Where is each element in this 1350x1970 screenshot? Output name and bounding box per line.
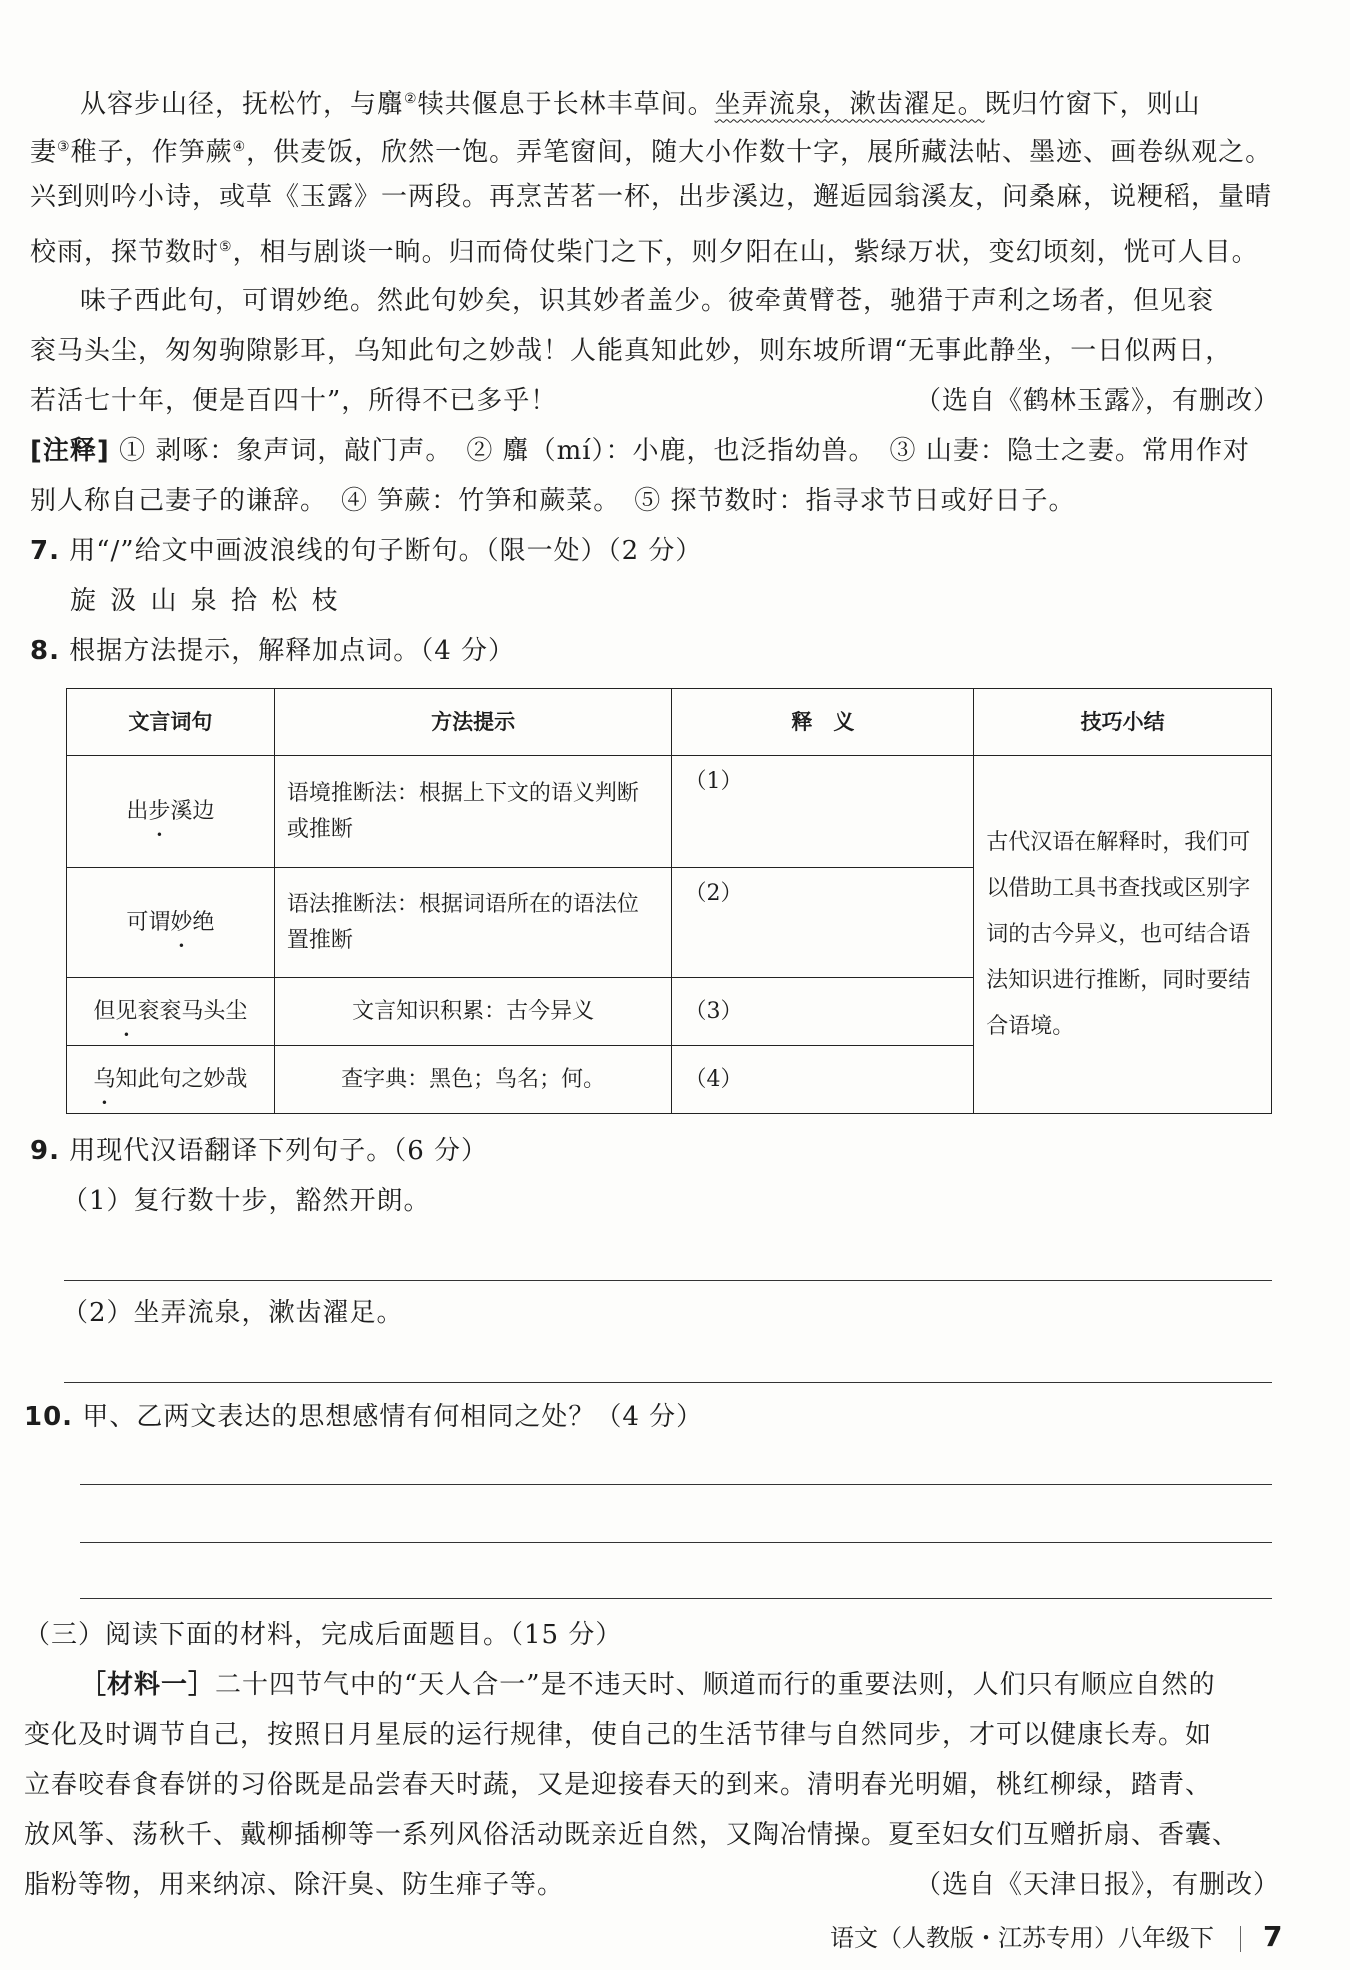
phrase-cell: [67, 868, 275, 978]
question-number: 9.: [30, 1136, 60, 1166]
answer-cell[interactable]: （4）: [672, 1046, 974, 1114]
table-header: 方法提示: [274, 689, 672, 756]
question-8: [30, 634, 515, 668]
text: 衮衮马头尘: [137, 998, 248, 1024]
material-1-line: 变化及时调节自己，按照日月星辰的运行规律，使自己的生活节律与自然同步，才可以健康长寿。如: [24, 1720, 1213, 1750]
text: ，相与剧谈一晌。归而倚仗柴门之下，则夕阳在山，紫绿万状，变幻顷刻，恍可人目。: [232, 237, 1259, 268]
phrase-cell: [67, 756, 275, 868]
passage-source: （选自《鹤林玉露》，有删改）: [914, 386, 1280, 416]
text: 二十四节气中的“天人合一”是不违天时、顺道而行的重要法则，人们只有顺应自然的: [215, 1670, 1216, 1700]
question-9: [30, 1134, 488, 1168]
question-text: 甲、乙两文表达的思想感情有何相同之处？（4 分）: [82, 1402, 704, 1432]
text: 知此句之妙哉: [115, 1066, 248, 1092]
phrase-cell: [67, 1046, 275, 1114]
text: 稚子，作笋蕨: [70, 137, 233, 168]
answer-line[interactable]: [64, 1280, 1272, 1281]
answer-cell[interactable]: （1）: [672, 756, 974, 868]
passage-line: [30, 130, 1272, 170]
footnote-mark: ⑤: [219, 239, 233, 255]
text: 可谓: [126, 909, 171, 935]
material-1-line: [80, 1668, 1216, 1702]
answer-line[interactable]: [64, 1382, 1272, 1383]
dotted-word: 见: [115, 998, 138, 1024]
material-1-source: （选自《天津日报》，有删改）: [914, 1870, 1280, 1900]
table-row: [67, 756, 1272, 868]
answer-line[interactable]: [80, 1542, 1272, 1543]
method-table: [66, 688, 1272, 1114]
notes-label: 注释: [42, 436, 97, 466]
text: 妻: [30, 137, 58, 168]
text: ，供麦饭，欣然一饱。弄笔窗间，随大小作数十字，展所藏法帖、墨迹、画卷纵观之。: [246, 137, 1273, 168]
text: 绝: [192, 909, 215, 935]
question-text: 用现代汉语翻译下列句子。（6 分）: [69, 1136, 489, 1166]
page-footer: [830, 1918, 1282, 1953]
material-1-line: 立春咬春食春饼的习俗既是品尝春天时蔬，又是迎接春天的到来。清明春光明媚，桃红柳绿，踏青、: [24, 1770, 1213, 1800]
passage-line: [30, 230, 1259, 270]
footnote-mark: ③: [57, 139, 71, 155]
summary-cell: 古代汉语在解释时，我们可以借助工具书查找或区别字词的古今异义，也可结合语法知识进行推断，同时要结合语境。: [974, 756, 1272, 1114]
table-header: 技巧小结: [974, 689, 1272, 756]
passage-line: [80, 82, 1201, 122]
hint-cell: 语境推断法：根据上下文的语义判断或推断: [274, 756, 672, 868]
notes-line: [30, 434, 1250, 468]
footnote-mark: ④: [232, 139, 247, 155]
hint-cell: 文言知识积累：古今异义: [274, 978, 672, 1046]
question-text: 根据方法提示，解释加点词。（4 分）: [69, 636, 516, 666]
text: 犊共偃息于长林丰草间。: [417, 89, 715, 120]
footer-divider: [1240, 1926, 1241, 1952]
material-1-line: 脂粉等物，用来纳凉、除汗臭、防生痱子等。: [24, 1870, 565, 1900]
question-number: 7.: [30, 536, 60, 566]
footnote-mark: ②: [404, 91, 418, 107]
section-3-title: （三）阅读下面的材料，完成后面题目。（15 分）: [24, 1620, 623, 1650]
passage-line: 兴到则吟小诗，或草《玉露》一两段。再烹苦茗一杯，出步溪边，邂逅园翁溪友，问桑麻，说粳稻，量晴: [30, 182, 1273, 212]
dotted-word: 步: [148, 798, 171, 824]
q9-sentence-1: （1）复行数十步，豁然开朗。: [62, 1186, 431, 1216]
page-number: 7: [1263, 1920, 1283, 1953]
dotted-word: 妙: [170, 909, 193, 935]
notes-label-bracket: [注释]: [30, 436, 110, 466]
material-1-line: 放风筝、荡秋千、戴柳插柳等一系列风俗活动既亲近自然，又陶冶情操。夏至妇女们互赠折扇、香囊、: [24, 1820, 1240, 1850]
hint-cell: 语法推断法：根据词语所在的语法位置推断: [274, 868, 672, 978]
q7-sentence: 旋 汲 山 泉 拾 松 枝: [70, 586, 341, 616]
answer-cell[interactable]: （3）: [672, 978, 974, 1046]
phrase-cell: [67, 978, 275, 1046]
footer-subject: 语文（人教版・江苏专用）八年级下: [830, 1924, 1214, 1952]
answer-line[interactable]: [80, 1484, 1272, 1485]
answer-line[interactable]: [80, 1598, 1272, 1599]
text: ① 剥啄：象声词，敲门声。 ② 麛（mí）：小鹿，也泛指幼兽。 ③ 山妻：隐士之妻。常用作对: [119, 436, 1250, 466]
question-number: 8.: [30, 636, 60, 666]
table-header: 释 义: [672, 689, 974, 756]
text: 溪边: [170, 798, 215, 824]
passage-line: 衮马头尘，匆匆驹隙影耳，乌知此句之妙哉！人能真知此妙，则东坡所谓“无事此静坐，一日似两日，: [30, 336, 1233, 366]
question-text: 用“/”给文中画波浪线的句子断句。（限一处）（2 分）: [69, 536, 703, 566]
text: 校雨，探节数时: [30, 237, 220, 268]
q9-sentence-2: （2）坐弄流泉，漱齿濯足。: [62, 1298, 404, 1328]
text: 从容步山径，抚松竹，与麛: [80, 89, 405, 120]
wavy-underlined-sentence: 坐弄流泉，漱齿濯足。: [714, 89, 985, 120]
question-10: [24, 1400, 703, 1434]
text: 但: [93, 998, 116, 1024]
text: 出: [126, 798, 149, 824]
hint-cell: 查字典：黑色；鸟名；何。: [274, 1046, 672, 1114]
question-7: [30, 534, 702, 568]
notes-line: 别人称自己妻子的谦辞。 ④ 笋蕨：竹笋和蕨菜。 ⑤ 探节数时：指寻求节日或好日子。: [30, 486, 1076, 516]
table-header-row: [67, 689, 1272, 756]
text: 既归竹窗下，则山: [984, 89, 1201, 120]
table-header: 文言词句: [67, 689, 275, 756]
dotted-word: 乌: [93, 1066, 116, 1092]
question-number: 10.: [24, 1402, 74, 1432]
passage-line: 味子西此句，可谓妙绝。然此句妙矣，识其妙者盖少。彼牵黄臂苍，驰猎于声利之场者，但见衮: [80, 286, 1215, 316]
material-1-label: ［材料一］: [80, 1670, 216, 1700]
answer-cell[interactable]: （2）: [672, 868, 974, 978]
passage-line: 若活七十年，便是百四十”，所得不已多乎！: [30, 386, 558, 416]
